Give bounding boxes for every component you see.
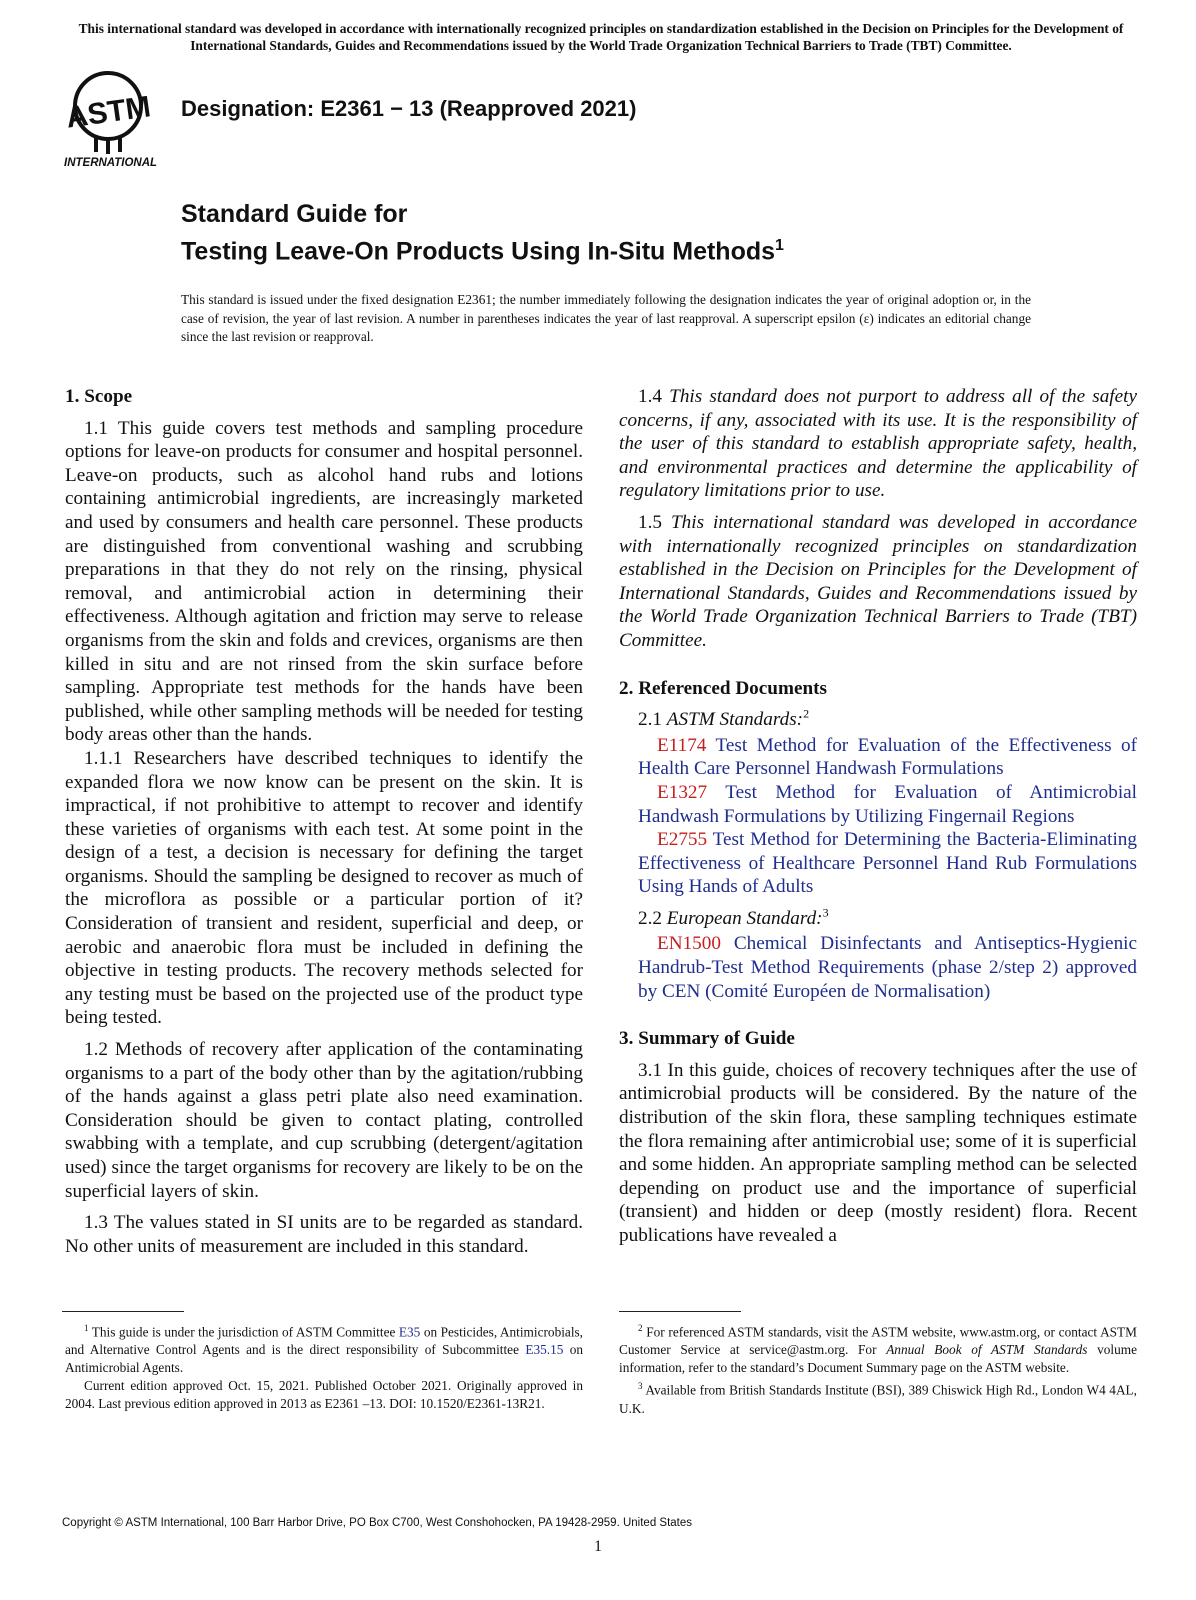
summary-heading: 3. Summary of Guide [619, 1028, 795, 1050]
scope-heading: 1. Scope [65, 386, 133, 407]
left-column [65, 385, 583, 1258]
para-1-1-1: 1.1.1 Researchers have described techniques to identify the expanded flora we now know can be present on the skin. It is impractical, if not prohibitive to attempt to recover and identify these varieties of organisms with each test. At some point in the design of a test, a decision is necessary for defining the target organisms. Should the sampling be designed to recover as much of the microflora as possible or a particular portion of it? Consideration of transient and resident, superficial and deep, or aerobic and anaerobic flora must be included in defining the objective in testing products. The recovery methods selected for any testing must be based on the projected use of the product type being tested. [65, 747, 583, 1029]
footnotes-left [65, 1319, 583, 1413]
footnote-1-edition: Current edition approved Oct. 15, 2021. Published October 2021. Originally approved in 2004. Last previous edition approved in 2013 as E2361 –13. DOI: 10.1520/E2361-13R21. [65, 1378, 583, 1412]
astm-standards-subheading: 2.1 ASTM Standards:$^2$ [638, 706, 810, 731]
reference-link-e1327[interactable]: E1327 Test Method for Evaluation of Antimicrobial Handwash Formulations by Utilizing Fingernail Regions [638, 781, 1137, 827]
astm-logo [62, 70, 172, 170]
right-column [619, 385, 1137, 1248]
footnotes-right [619, 1319, 1137, 1418]
reference-link-en1500[interactable]: EN1500 Chemical Disinfectants and Antiseptics-Hygienic Handrub-Test Method Requirements (phase 2/step 2) approved by CEN (Comité Européen de Normalisation) [638, 933, 1138, 1002]
wto-notice: This international standard was developed in accordance with internationally recognized principles on standardization established in the Decision on Principles for the Development of International Standards, Guides and Recommendations issued by the World Trade Organization Technical Barriers to Trade (TBT) Committee. [78, 21, 1124, 53]
title-line-2: Testing Leave-On Products Using In-Situ Methods$^1$ [181, 237, 784, 266]
title-line-1: Standard Guide for [181, 200, 408, 228]
designation: Designation: E2361 − 13 (Reapproved 2021) [181, 96, 637, 121]
footnote-rule-right [619, 1311, 741, 1312]
para-1-1: 1.1 This guide covers test methods and sampling procedure options for leave-on products for consumer and hospital personnel. Leave-on products, such as alcohol hand rubs and lotions containing antimicrobial ingredients, are increasingly marketed and used by consumers and health care personnel. These products are distinguished from conventional washing and scrubbing preparations in that they do not rely on the rinsing, physical removal, and antimicrobial action in determining their effectiveness. Although agitation and friction may serve to release organisms from the skin and folds and crevices, organisms are then killed in situ and are not rinsed from the skin surface before sampling. Appropriate test methods for the hands have been published, while other sampling methods will be needed for testing body areas other than the hands. [65, 417, 583, 746]
european-standard-subheading: 2.2 European Standard:$^3$ [638, 905, 829, 929]
logo-caption: INTERNATIONAL [64, 157, 158, 169]
referenced-documents-heading: 2. Referenced Documents [619, 677, 827, 699]
page-number: 1 [594, 1538, 602, 1555]
committee-link[interactable]: E35 [398, 1324, 421, 1340]
para-1-4: 1.4 This standard does not purport to address all of the safety concerns, if any, associated with its use. It is the responsibility of the user of this standard to establish appropriate safety, health, and environmental practices and determine the applicability of regulatory limitations prior to use. [619, 386, 1138, 502]
copyright-line: Copyright © ASTM International, 100 Barr Harbor Drive, PO Box C700, West Conshohocken, PA 19428-2959. United States [62, 1517, 693, 1529]
para-1-5: 1.5 This international standard was developed in accordance with internationally recognized principles on standardization established in the Decision on Principles for the Development of International Standards, Guides and Recommendations issued by the World Trade Organization Technical Barriers to Trade (TBT) Committee. [619, 511, 1137, 651]
document-title [181, 198, 784, 267]
footnote-3: $^3$ Available from British Standards Institute (BSI), 389 Chiswick High Rd., London W4 4AL, U.K. [619, 1381, 1137, 1416]
footnote-1: $^1$ This guide is under the jurisdiction of ASTM Committee E35 on Pesticides, Antimicrobials, and Alternative Control Agents and is the direct responsibility of Subcommittee E35.15 on Antimicrobial Agents. [65, 1323, 584, 1376]
subcommittee-link[interactable]: E35.15 [525, 1342, 564, 1358]
reference-link-e1174[interactable]: E1174 Test Method for Evaluation of the Effectiveness of Health Care Personnel Handwash Formulations [638, 734, 1138, 780]
logo-letters: ASTM [63, 90, 153, 135]
reference-link-e2755[interactable]: E2755 Test Method for Determining the Bacteria-Eliminating Effectiveness of Healthcare Personnel Hand Rub Formulations Using Hands of Adults [638, 829, 1137, 898]
footnote-2: $^2$ For referenced ASTM standards, visit the ASTM website, www.astm.org, or contact ASTM Customer Service at service@astm.org. For Annual Book of ASTM Standards volume information, refer to the standard’s Document Summary page on the ASTM website. [619, 1323, 1138, 1376]
para-1-2: 1.2 Methods of recovery after application of the contaminating organisms to a part of the body other than by the agitation/rubbing of the hands against a glass petri plate also need examination. Consideration should be given to contact plating, controlled swabbing with a template, and cup scrubbing (detergent/agitation used) since the target organisms for recovery are likely to be on the superficial layers of skin. [65, 1039, 583, 1202]
para-1-3: 1.3 The values stated in SI units are to be regarded as standard. No other units of measurement are included in this standard. [65, 1212, 583, 1257]
para-3-1: 3.1 In this guide, choices of recovery techniques after the use of antimicrobial products will be considered. By the nature of the distribution of the skin flora, these sampling techniques estimate the flora remaining after antimicrobial use; some of it is superficial and some hidden. An appropriate sampling method can be selected depending on product use and the importance of superficial (transient) and hidden or deep (mostly resident) flora. Recent publications have revealed a [619, 1059, 1137, 1246]
title-footnote-marker: 1 [775, 237, 784, 254]
issue-note: This standard is issued under the fixed designation E2361; the number immediately following the designation indicates the year of original adoption or, in the case of revision, the year of last revision. A number in parentheses indicates the year of last reapproval. A superscript epsilon (ε) indicates an editorial change since the last revision or reapproval. [181, 292, 1031, 344]
footnote-rule-left [62, 1311, 184, 1312]
